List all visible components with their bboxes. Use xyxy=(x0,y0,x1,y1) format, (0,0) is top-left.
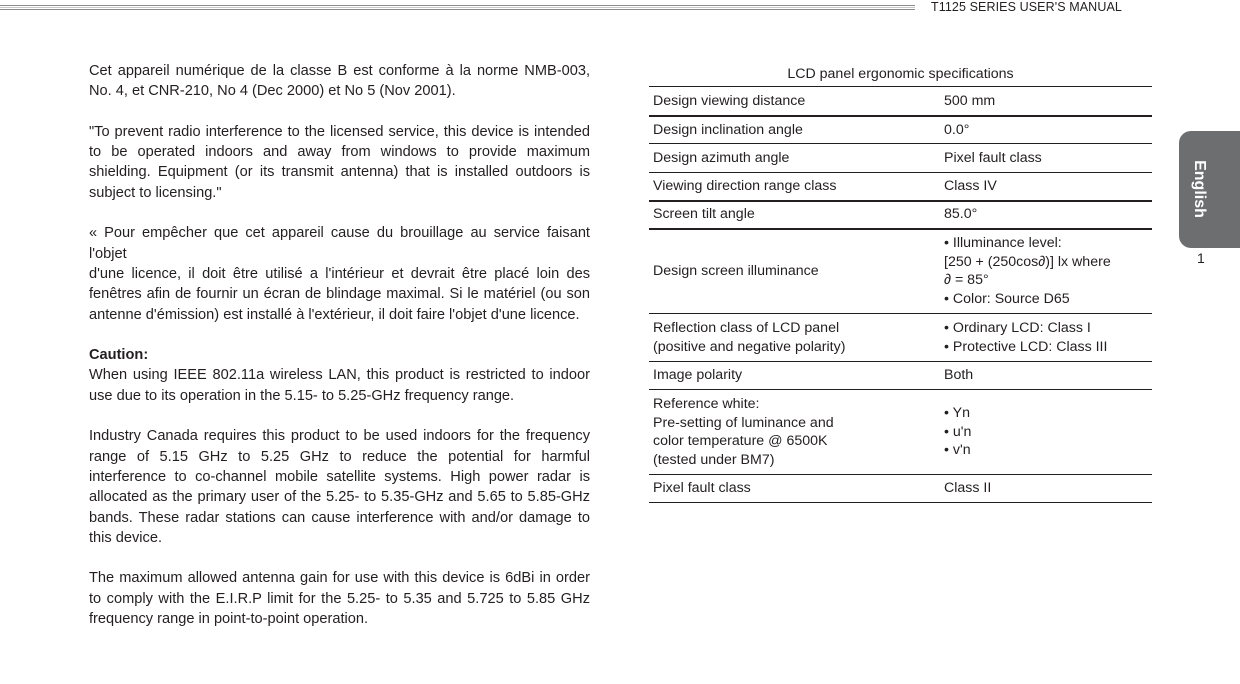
spec-label-line: Pre-setting of luminance and xyxy=(653,414,834,431)
spec-label-cell xyxy=(649,116,940,144)
lcd-spec-table xyxy=(649,86,1152,503)
spec-value-line: • Illuminance level: xyxy=(944,235,1062,252)
table-row xyxy=(649,390,1152,475)
spec-value-line: 85.0° xyxy=(944,206,978,223)
spec-label-line: Reference white: xyxy=(653,396,760,412)
spec-value-line: • Color: Source D65 xyxy=(944,290,1070,307)
spec-label-line: Pixel fault class xyxy=(653,480,751,497)
spec-value-cell xyxy=(940,229,1152,314)
spec-label-line: Design azimuth angle xyxy=(653,149,790,166)
spec-value-cell xyxy=(940,314,1152,362)
spec-label-cell xyxy=(649,475,940,503)
spec-label-line: (positive and negative polarity) xyxy=(653,338,846,355)
spec-label-cell xyxy=(649,390,940,475)
table-row xyxy=(649,475,1152,503)
spec-label-line: Design screen illuminance xyxy=(653,263,819,279)
spec-value-cell xyxy=(940,390,1152,475)
spec-value-line: Pixel fault class xyxy=(944,149,1042,166)
spec-value-line: • v'n xyxy=(944,442,971,459)
spec-value-line: 500 mm xyxy=(944,92,996,109)
spec-label-line: color temperature @ 6500K xyxy=(653,433,828,449)
table-row xyxy=(649,87,1152,116)
paragraph-antenna-gain: The maximum allowed antenna gain for use with this device is 6dBi in order to comply with the E.I.R.P limit for the 5.25- to 5.35 and 5.725 to 5.85 GHz frequency range in point-to-point operation. xyxy=(89,570,590,628)
paragraph-french-notice xyxy=(89,223,590,324)
spec-value-line: Both xyxy=(944,367,974,384)
regulatory-text-column xyxy=(89,61,590,629)
spec-value-cell xyxy=(940,475,1152,503)
paragraph-caution xyxy=(89,345,590,406)
spec-label-cell xyxy=(649,87,940,116)
spec-value-line: • u'n xyxy=(944,423,972,440)
spec-value-line: ∂ = 85° xyxy=(944,272,989,289)
spec-label-cell xyxy=(649,362,940,390)
spec-value-cell xyxy=(940,116,1152,144)
spec-value-line: [250 + (250cos∂)] lx where xyxy=(944,253,1111,270)
paragraph-industry-canada: Industry Canada requires this product to be used indoors for the frequency range of 5.15 GHz to 5.25 GHz to reduce the potential for harmful interference to co-channel mobile satellite systems. High power radar is allocated as the primary user of the 5.25- to 5.35-GHz and 5.65 to 5.85-GHz bands. These radar stations can cause interference with and/or damage to this device. xyxy=(89,428,590,546)
spec-label-line: Reflection class of LCD panel xyxy=(653,320,840,336)
spec-value-line: Class IV xyxy=(944,178,997,194)
spec-value-line: Class II xyxy=(944,480,992,497)
paragraph-nmb-compliance: Cet appareil numérique de la classe B est conforme à la norme NMB-003, No. 4, et CNR-210, No 4 (Dec 2000) et No 5 (Nov 2001). xyxy=(89,63,590,100)
spec-label-cell xyxy=(649,229,940,314)
caution-text: When using IEEE 802.11a wireless LAN, this product is restricted to indoor use due to its operation in the 5.15- to 5.25-GHz frequency range. xyxy=(89,367,590,404)
spec-value-cell xyxy=(940,144,1152,173)
spec-value-cell xyxy=(940,87,1152,116)
language-tab-label: English xyxy=(1191,160,1208,218)
spec-label-cell xyxy=(649,314,940,362)
spec-label-line: Image polarity xyxy=(653,367,743,384)
spec-value-line: • Yn xyxy=(944,405,971,422)
spec-label-line: (tested under BM7) xyxy=(653,451,775,468)
spec-label-line: Screen tilt angle xyxy=(653,206,755,223)
spec-label-cell xyxy=(649,201,940,229)
paragraph-interference-notice: "To prevent radio interference to the licensed service, this device is intended to be operated indoors and away from windows to provide maximum shielding. Equipment (or its transmit antenna) that is installed outdoors is subject to licensing." xyxy=(89,123,590,201)
spec-table-section xyxy=(649,64,1152,503)
spec-label-cell xyxy=(649,173,940,201)
table-row xyxy=(649,116,1152,144)
table-row xyxy=(649,362,1152,390)
spec-value-cell xyxy=(940,362,1152,390)
spec-value-line: • Protective LCD: Class III xyxy=(944,338,1108,355)
spec-value-line: 0.0° xyxy=(944,121,970,138)
spec-label-line: Design viewing distance xyxy=(653,92,806,109)
page-number: 1 xyxy=(1197,250,1205,266)
table-row xyxy=(649,173,1152,201)
french-notice-line2: d'une licence, il doit être utilisé a l'intérieur et devrait être placé loin des fenêtres afin de fournir un écran de blindage maximal. Si le matériel (ou son antenne d'émission) est installé à l'extérieur, il doit faire l'objet d'une licence. xyxy=(89,265,590,323)
spec-value-cell xyxy=(940,173,1152,201)
header-rule xyxy=(0,5,915,10)
spec-label-line: Viewing direction range class xyxy=(653,178,837,194)
page-header-title: T1125 SERIES USER'S MANUAL xyxy=(931,0,1122,14)
french-notice-line1: « Pour empêcher que cet appareil cause du brouillage au service faisant l'objet xyxy=(89,225,590,262)
table-row xyxy=(649,144,1152,173)
table-row xyxy=(649,201,1152,229)
spec-value-line: • Ordinary LCD: Class I xyxy=(944,320,1091,336)
spec-label-cell xyxy=(649,144,940,173)
table-row xyxy=(649,229,1152,314)
spec-label-line: Design inclination angle xyxy=(653,121,803,138)
caution-heading: Caution: xyxy=(89,347,149,364)
spec-value-cell xyxy=(940,201,1152,229)
table-caption: LCD panel ergonomic specifications xyxy=(787,66,1014,82)
table-row xyxy=(649,314,1152,362)
